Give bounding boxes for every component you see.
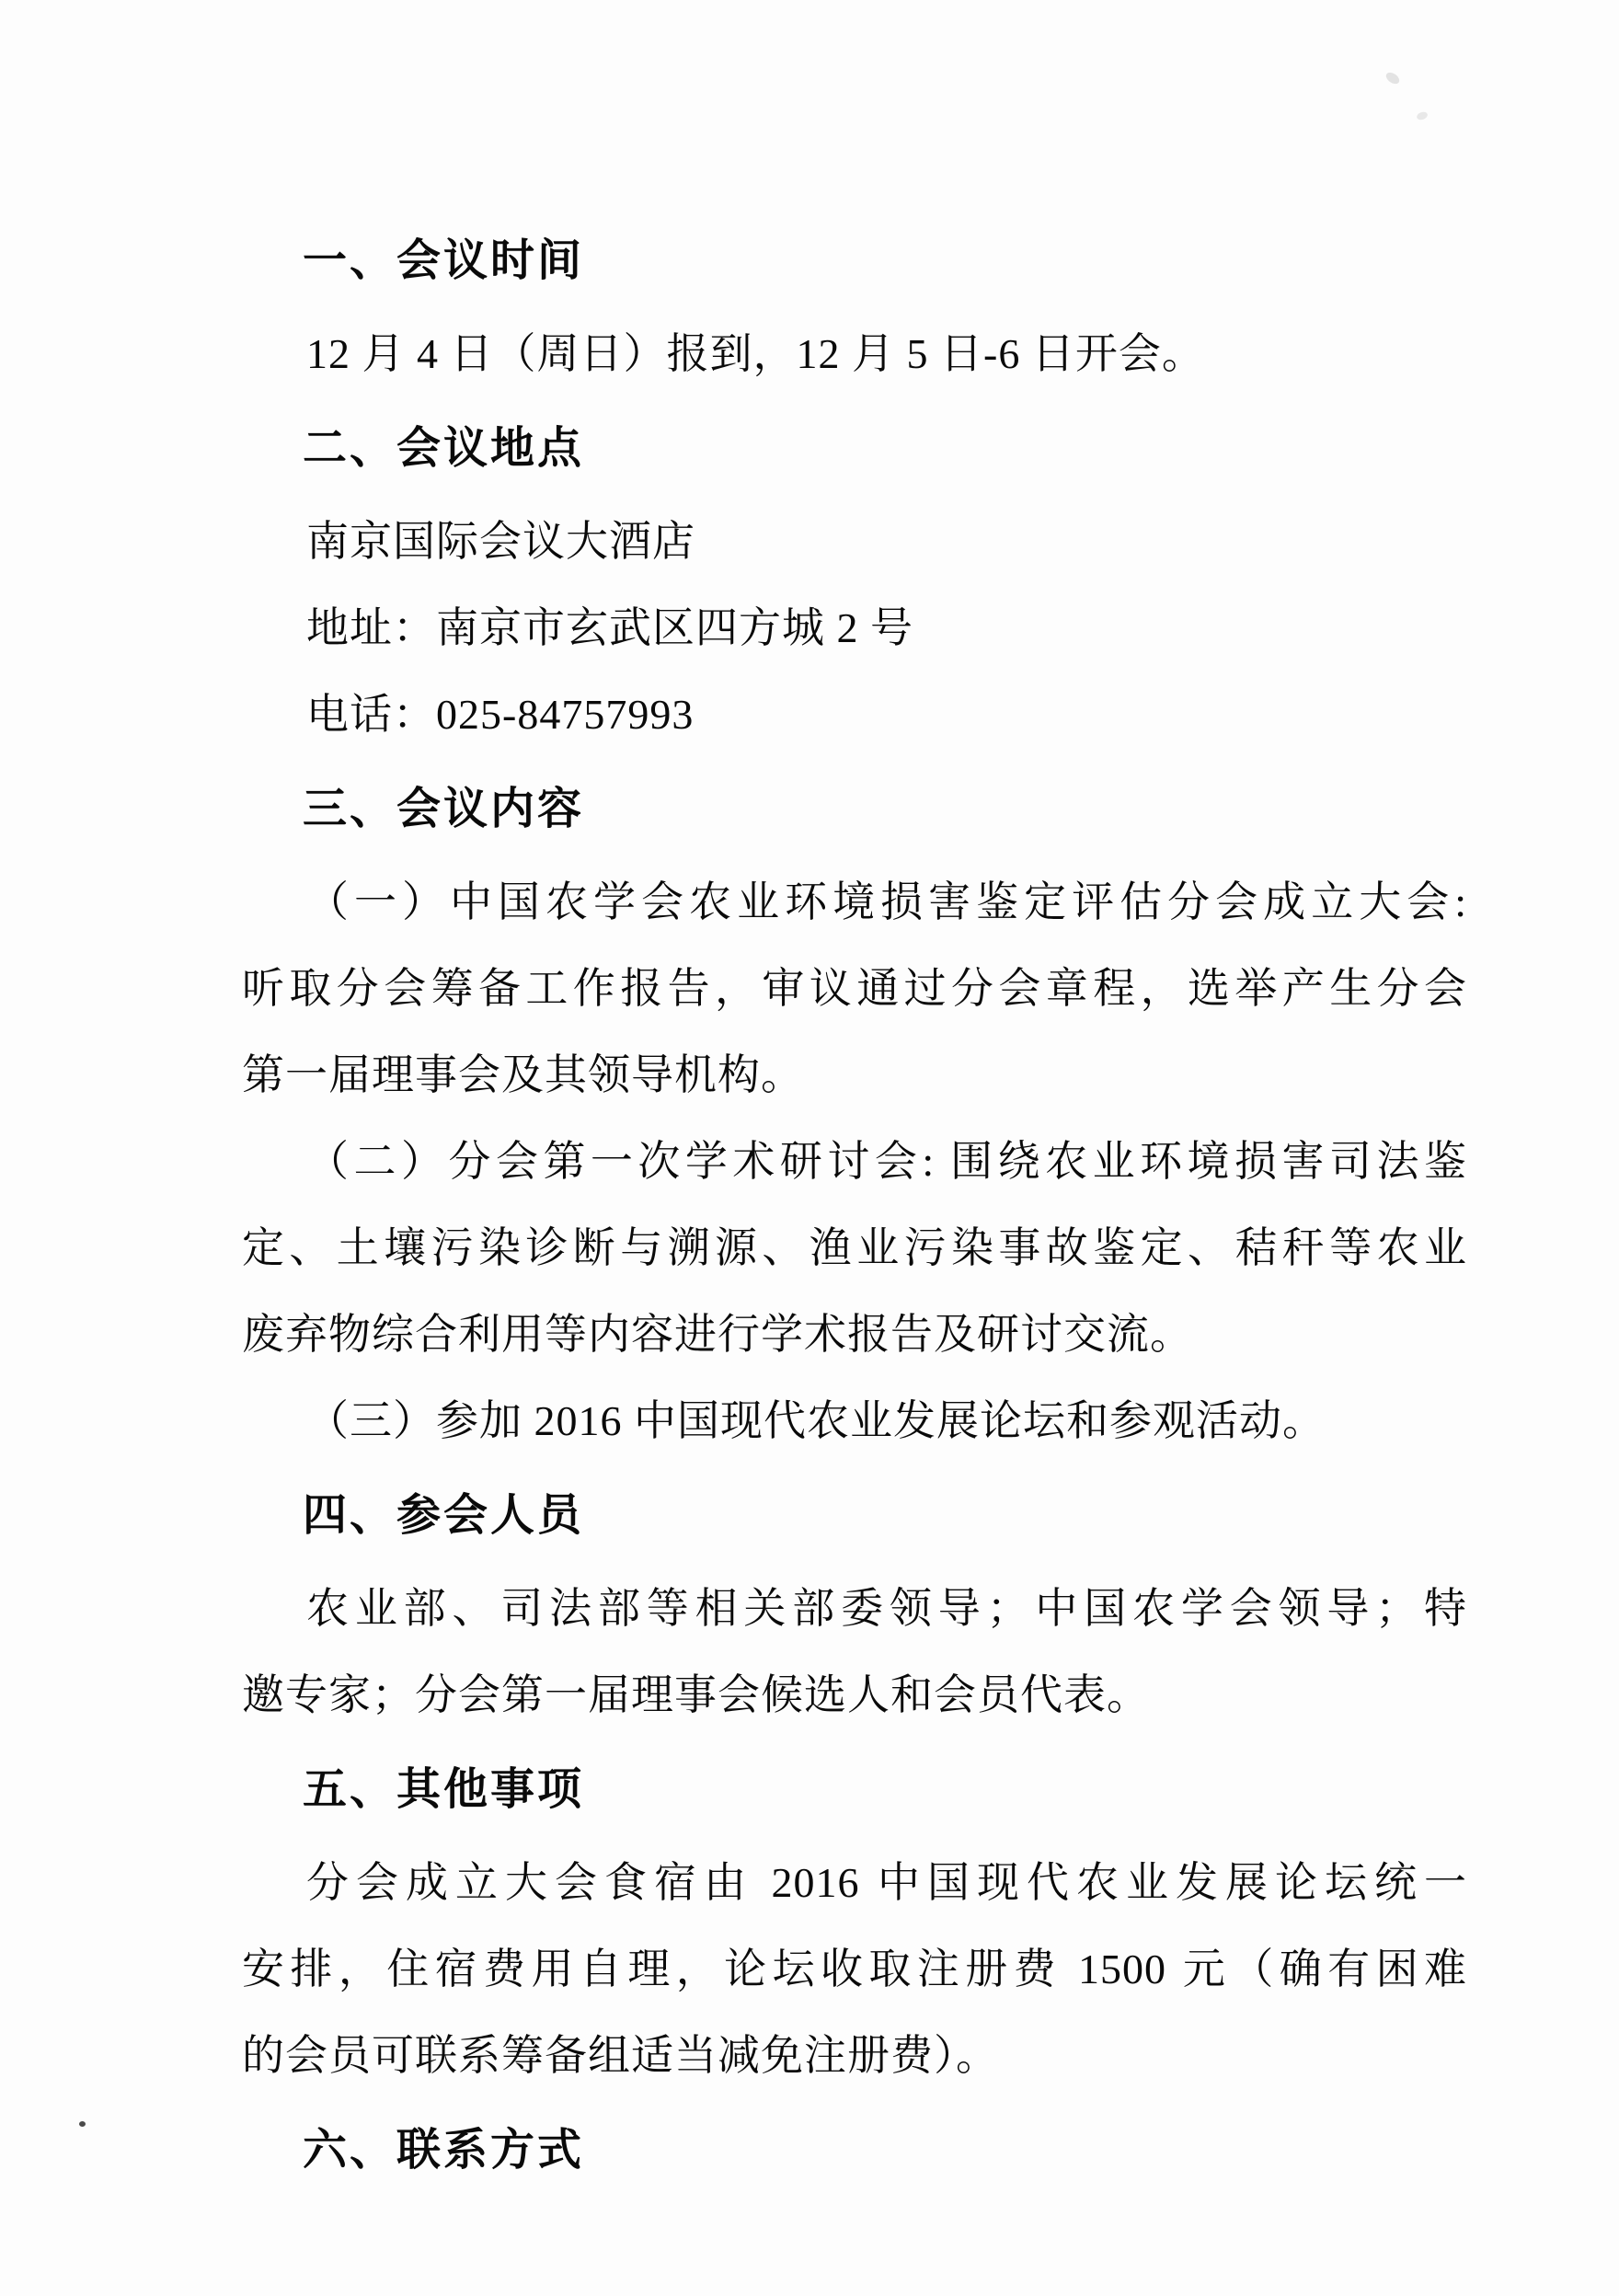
- section: [242, 765, 1467, 1464]
- text-line: 农业部、司法部等相关部委领导；中国农学会领导；特: [306, 1585, 1467, 1632]
- section: [242, 1746, 1467, 2099]
- document-body: [242, 217, 1467, 2193]
- text-line: 分会成立大会食宿由 2016 中国现代农业发展论坛统一: [306, 1859, 1467, 1906]
- text-line: 地址：南京市玄武区四方城 2 号: [306, 604, 913, 651]
- text-line: 第一届理事会及其领导机构。: [242, 1051, 804, 1098]
- section: [242, 2107, 1467, 2193]
- text-line: 定、土壤污染诊断与溯源、渔业污染事故鉴定、秸秆等农业: [242, 1224, 1467, 1271]
- section-heading: 四、参会人员: [303, 1489, 585, 1541]
- section-heading: 二、会议地点: [303, 422, 585, 474]
- section-heading: 六、联系方式: [303, 2124, 585, 2175]
- text-line: （一）中国农学会农业环境损害鉴定评估分会成立大会:: [306, 878, 1467, 925]
- section-heading: 五、其他事项: [303, 1763, 585, 1815]
- text-line: 南京国际会议大酒店: [306, 518, 695, 565]
- scan-speck: [79, 2121, 86, 2127]
- text-line: 12 月 4 日（周日）报到，12 月 5 日-6 日开会。: [306, 330, 1205, 377]
- text-line: 的会员可联系筹备组适当减免注册费）。: [242, 2032, 999, 2079]
- text-line: 听取分会筹备工作报告，审议通过分会章程，选举产生分会: [242, 965, 1467, 1012]
- section: [242, 405, 1467, 758]
- text-line: 安排，住宿费用自理，论坛收取注册费 1500 元（确有困难: [242, 1946, 1467, 1992]
- section-heading: 三、会议内容: [303, 783, 585, 834]
- section: [242, 217, 1467, 397]
- text-line: 邀专家；分会第一届理事会候选人和会员代表。: [242, 1671, 1150, 1718]
- text-line: （二）分会第一次学术研讨会: 围绕农业环境损害司法鉴: [306, 1138, 1467, 1185]
- text-line: 废弃物综合利用等内容进行学术报告及研讨交流。: [242, 1311, 1193, 1358]
- section: [242, 1472, 1467, 1739]
- section-heading: 一、会议时间: [303, 235, 585, 286]
- text-line: 电话：025-84757993: [306, 691, 695, 738]
- text-line: （三）参加 2016 中国现代农业发展论坛和参观活动。: [306, 1397, 1326, 1444]
